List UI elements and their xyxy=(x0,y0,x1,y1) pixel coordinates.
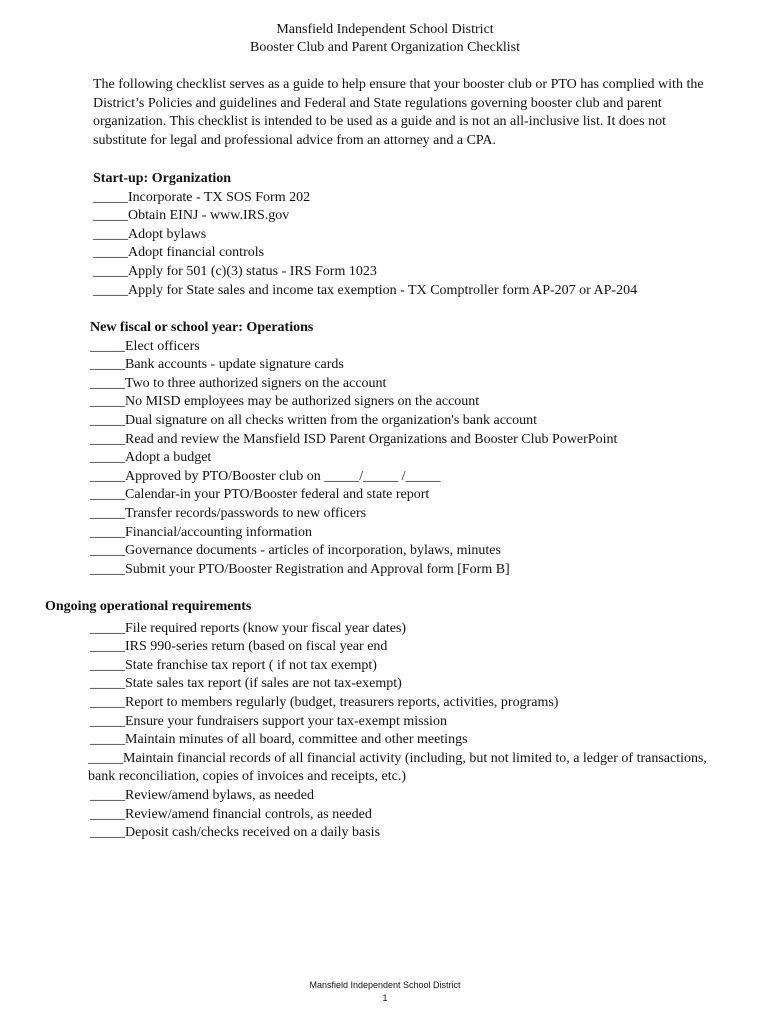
checklist-item-label: Maintain minutes of all board, committee and other meetings xyxy=(125,732,468,748)
checklist-item-label: IRS 990-series return (based on fiscal year end xyxy=(125,639,388,655)
checklist-item-label: State sales tax report (if sales are not tax-exempt) xyxy=(125,676,402,692)
checklist-item-label: No MISD employees may be authorized signers on the account xyxy=(125,394,480,410)
checklist-item-label: Transfer records/passwords to new officers xyxy=(125,505,367,521)
checkbox-blank-line[interactable]: _____ xyxy=(93,208,128,224)
startup-section xyxy=(93,170,733,300)
checklist-item xyxy=(93,263,733,282)
intro-paragraph: The following checklist serves as a guide to help ensure that your booster club or PTO has complied with the District’s Policies and guidelines and Federal and State regulations governing booster club and parent organization. This checklist is intended to be used as a guide and is not an all-inclusive list. It does not substitute for legal and professional advice from an attorney and a CPA. xyxy=(93,77,704,148)
checklist-item-label: Review/amend bylaws, as needed xyxy=(125,787,314,803)
checklist-item-label: State franchise tax report ( if not tax exempt) xyxy=(125,657,377,673)
checklist-item xyxy=(90,431,730,450)
checklist-item-label: Maintain financial records of all financial activity (including, but not limited to, a ledger of transactions, bank reconciliation, copies of invoices and receipts, etc.) xyxy=(88,750,707,785)
checkbox-blank-line[interactable]: _____ xyxy=(90,825,125,841)
checklist-item-label: Obtain EINJ - www.IRS.gov xyxy=(128,208,290,224)
startup-list xyxy=(93,189,733,301)
checklist-item xyxy=(93,207,733,226)
checkbox-blank-line[interactable]: _____ xyxy=(90,620,125,636)
fiscal-section xyxy=(90,319,730,579)
checklist-item xyxy=(90,675,735,694)
checkbox-blank-line[interactable]: _____ xyxy=(90,357,125,373)
checkbox-blank-line[interactable]: _____ xyxy=(90,394,125,410)
checklist-item xyxy=(93,226,733,245)
district-title: Mansfield Independent School District xyxy=(276,22,494,37)
checklist-item-label: Dual signature on all checks written from the organization's bank account xyxy=(125,412,538,428)
checkbox-blank-line[interactable]: _____ xyxy=(90,676,125,692)
checkbox-blank-line[interactable]: _____ xyxy=(93,189,128,205)
checkbox-blank-line[interactable]: _____ xyxy=(93,263,128,279)
checkbox-blank-line[interactable]: _____ xyxy=(93,226,128,242)
checklist-item xyxy=(90,638,735,657)
checklist-item-label: Adopt financial controls xyxy=(128,245,265,261)
checkbox-blank-line[interactable]: _____ xyxy=(90,338,125,354)
checkbox-blank-line[interactable]: _____ xyxy=(90,487,125,503)
checklist-item xyxy=(90,824,735,843)
checklist-item-label: Governance documents - articles of incorporation, bylaws, minutes xyxy=(125,543,501,559)
checklist-item-label: Apply for State sales and income tax exemption - TX Comptroller form AP-207 or AP-204 xyxy=(128,282,638,298)
checklist-item-label: Incorporate - TX SOS Form 202 xyxy=(128,189,311,205)
checklist-item-label: Adopt a budget xyxy=(125,450,212,466)
checklist-item xyxy=(90,806,735,825)
checklist-item xyxy=(90,620,735,639)
checkbox-blank-line[interactable]: _____ xyxy=(90,543,125,559)
checkbox-blank-line[interactable]: _____ xyxy=(88,750,123,766)
checklist-item xyxy=(90,486,730,505)
checklist-item xyxy=(90,524,730,543)
fiscal-list xyxy=(90,338,730,580)
checklist-item xyxy=(93,282,733,301)
checklist-item-label: Bank accounts - update signature cards xyxy=(125,357,344,373)
ongoing-section xyxy=(45,598,735,843)
checkbox-blank-line[interactable]: _____ xyxy=(93,282,128,298)
checkbox-blank-line[interactable]: _____ xyxy=(90,431,125,447)
checklist-item xyxy=(90,731,735,750)
checklist-item-label: File required reports (know your fiscal year dates) xyxy=(125,620,407,636)
checklist-item-label: Adopt bylaws xyxy=(128,226,207,242)
checklist-item-label: Ensure your fundraisers support your tax-exempt mission xyxy=(125,713,447,729)
checkbox-blank-line[interactable]: _____ xyxy=(90,450,125,466)
checklist-item-label: Calendar-in your PTO/Booster federal and state report xyxy=(125,487,430,503)
ongoing-list xyxy=(90,620,735,843)
checkbox-blank-line[interactable]: _____ xyxy=(90,713,125,729)
page-number: 1 xyxy=(382,993,388,1003)
checklist-item xyxy=(88,750,728,787)
checkbox-blank-line[interactable]: _____ xyxy=(90,412,125,428)
checklist-item-label: Deposit cash/checks received on a daily basis xyxy=(125,825,381,841)
checklist-item xyxy=(90,694,735,713)
checklist-item-label: Apply for 501 (c)(3) status - IRS Form 1023 xyxy=(128,263,377,279)
checklist-item xyxy=(90,356,730,375)
checklist-title: Booster Club and Parent Organization Checklist xyxy=(250,40,520,55)
checklist-item xyxy=(90,393,730,412)
checklist-item xyxy=(90,412,730,431)
checklist-item-label: Report to members regularly (budget, treasurers reports, activities, programs) xyxy=(125,694,559,710)
checkbox-blank-line[interactable]: _____ xyxy=(90,732,125,748)
checklist-item-label: Elect officers xyxy=(125,338,200,354)
checklist-item xyxy=(90,505,730,524)
checkbox-blank-line[interactable]: _____ xyxy=(90,468,125,484)
checklist-item xyxy=(93,189,733,208)
ongoing-heading: Ongoing operational requirements xyxy=(45,599,252,614)
checklist-item-label: Two to three authorized signers on the account xyxy=(125,375,387,391)
checklist-item xyxy=(90,561,730,580)
checklist-item xyxy=(90,657,735,676)
checklist-item xyxy=(90,713,735,732)
checklist-item-label: Financial/accounting information xyxy=(125,524,313,540)
checkbox-blank-line[interactable]: _____ xyxy=(90,657,125,673)
checklist-item xyxy=(90,375,730,394)
checklist-item xyxy=(90,542,730,561)
checklist-item-label: Approved by PTO/Booster club on _____/_____ /_____ xyxy=(125,468,441,484)
checkbox-blank-line[interactable]: _____ xyxy=(90,787,125,803)
checkbox-blank-line[interactable]: _____ xyxy=(90,375,125,391)
checklist-item xyxy=(90,787,735,806)
checkbox-blank-line[interactable]: _____ xyxy=(90,505,125,521)
checklist-item-label: Submit your PTO/Booster Registration and Approval form [Form B] xyxy=(125,561,510,577)
footer-district: Mansfield Independent School District xyxy=(309,980,461,990)
fiscal-heading: New fiscal or school year: Operations xyxy=(90,320,314,335)
checkbox-blank-line[interactable]: _____ xyxy=(90,561,125,577)
checkbox-blank-line[interactable]: _____ xyxy=(90,806,125,822)
checklist-item-label: Read and review the Mansfield ISD Parent Organizations and Booster Club PowerPoint xyxy=(125,431,618,447)
checkbox-blank-line[interactable]: _____ xyxy=(93,245,128,261)
checklist-item-label: Review/amend financial controls, as needed xyxy=(125,806,372,822)
startup-heading: Start-up: Organization xyxy=(93,171,232,186)
checkbox-blank-line[interactable]: _____ xyxy=(90,694,125,710)
checklist-item xyxy=(93,244,733,263)
checkbox-blank-line[interactable]: _____ xyxy=(90,524,125,540)
checklist-item xyxy=(90,449,730,468)
checklist-item xyxy=(90,468,730,487)
checkbox-blank-line[interactable]: _____ xyxy=(90,639,125,655)
checklist-item xyxy=(90,338,730,357)
